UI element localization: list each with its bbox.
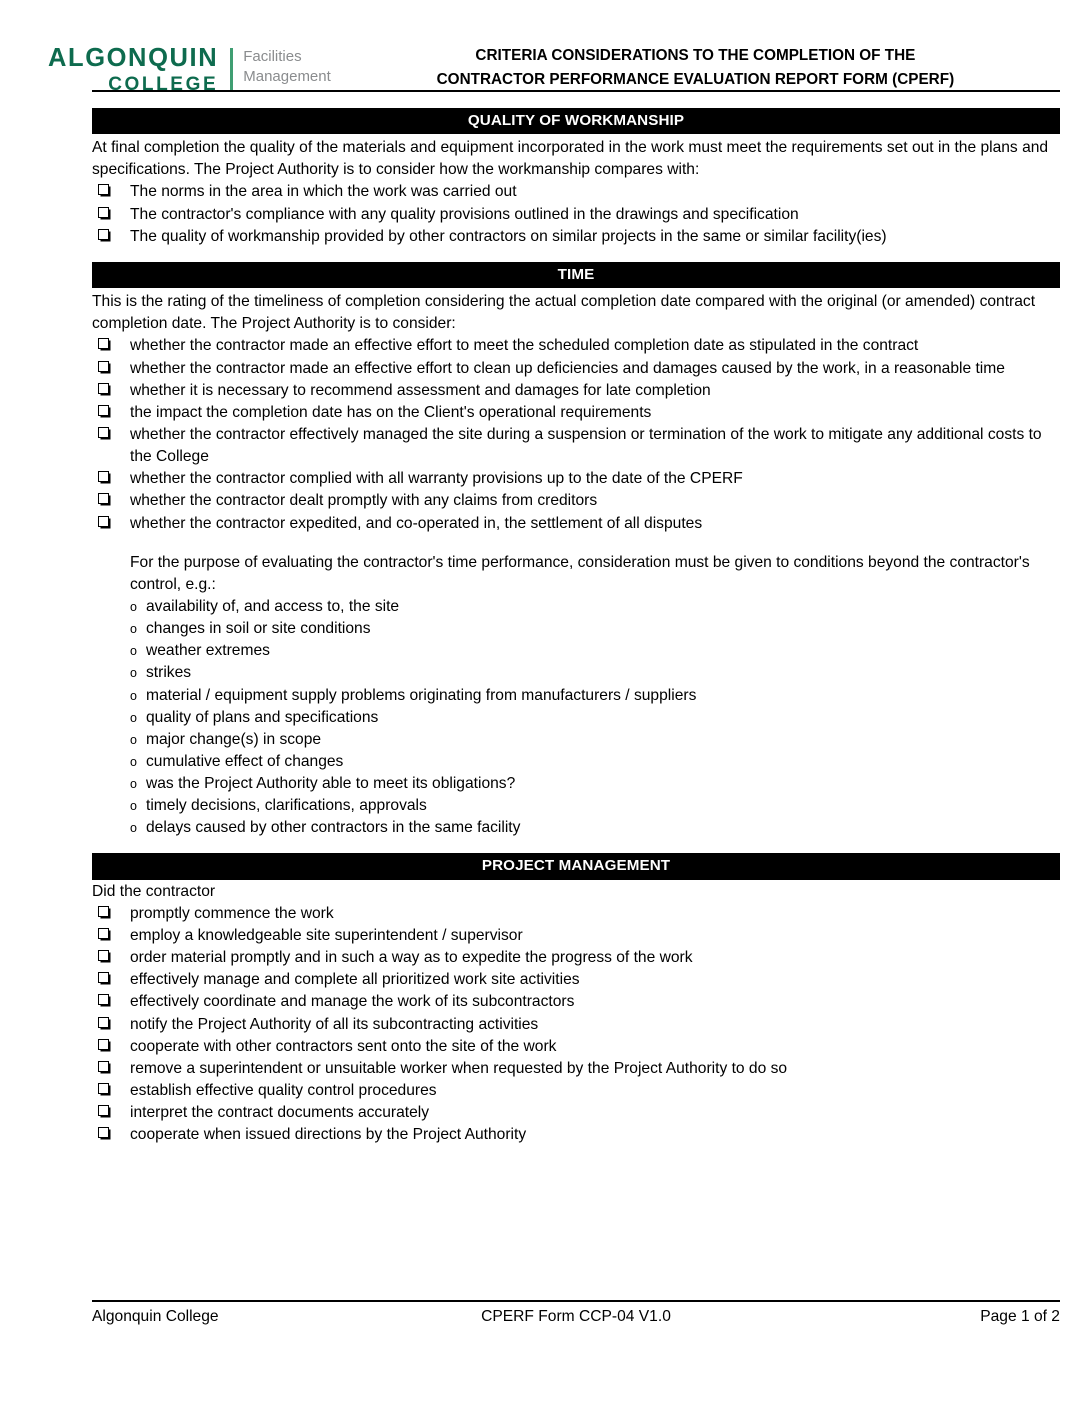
checklist-item-label: effectively coordinate and manage the work of its subcontractors xyxy=(130,993,575,1011)
list-item xyxy=(130,751,1060,773)
footer-form-id: CPERF Form CCP-04 V1.0 xyxy=(481,1308,671,1325)
checklist-item-label: The contractor's compliance with any quality provisions outlined in the drawings and specification xyxy=(130,205,799,223)
circle-bullet-icon: o xyxy=(130,599,137,614)
section-intro-project-management: Did the contractor xyxy=(92,882,216,900)
checkbox-icon[interactable] xyxy=(98,338,109,349)
checklist-item[interactable] xyxy=(92,1080,1060,1102)
list-item-label: availability of, and access to, the site xyxy=(146,597,400,615)
checkbox-icon[interactable] xyxy=(98,471,109,482)
checkbox-icon[interactable] xyxy=(98,1083,109,1094)
checklist-item[interactable] xyxy=(92,424,1060,468)
list-item-label: was the Project Authority able to meet its obligations? xyxy=(146,775,516,793)
checklist-item[interactable] xyxy=(92,380,1060,402)
checklist-item[interactable] xyxy=(92,903,1060,925)
list-item-label: timely decisions, clarifications, approvals xyxy=(146,797,427,815)
circle-bullet-icon: o xyxy=(130,622,137,637)
checklist-item[interactable] xyxy=(92,969,1060,991)
footer-page-number: Page 1 of 2 xyxy=(980,1308,1060,1325)
checklist-quality-of-workmanship xyxy=(92,181,1060,247)
list-item-label: quality of plans and specifications xyxy=(146,708,379,726)
checklist-item-label: order material promptly and in such a way as to expedite the progress of the work xyxy=(130,949,693,967)
algonquin-college-logo xyxy=(48,44,331,94)
checklist-item-label: the impact the completion date has on the Client's operational requirements xyxy=(130,403,652,421)
section-heading-time: TIME xyxy=(92,262,1060,288)
checkbox-icon[interactable] xyxy=(98,1127,109,1138)
circle-bullet-icon: o xyxy=(130,777,137,792)
document-body xyxy=(0,108,1088,1146)
page-footer xyxy=(92,1300,1060,1326)
circle-bullet-icon: o xyxy=(130,644,137,659)
logo-department-label xyxy=(243,46,331,87)
section-intro-quality-of-workmanship: At final completion the quality of the materials and equipment incorporated in the work must meet the requirements set out in the plans and specifications. The Project Authority is to consider how the workmanship compares with: xyxy=(92,139,1049,179)
checkbox-icon[interactable] xyxy=(98,493,109,504)
list-item xyxy=(130,795,1060,817)
checklist-item-label: remove a superintendent or unsuitable worker when requested by the Project Authority to do so xyxy=(130,1059,788,1077)
list-item xyxy=(130,773,1060,795)
checklist-item-label: cooperate when issued directions by the Project Authority xyxy=(130,1126,527,1144)
checklist-item[interactable] xyxy=(92,513,1060,535)
checklist-item[interactable] xyxy=(92,1124,1060,1146)
checklist-item[interactable] xyxy=(92,1036,1060,1058)
checkbox-icon[interactable] xyxy=(98,361,109,372)
checklist-item-label: whether the contractor made an effective effort to meet the scheduled completion date as stipulated in the contract xyxy=(130,337,919,355)
checkbox-icon[interactable] xyxy=(98,229,109,240)
list-item-label: cumulative effect of changes xyxy=(146,752,344,770)
checkbox-icon[interactable] xyxy=(98,972,109,983)
circle-bullet-icon: o xyxy=(130,754,137,769)
checklist-item-label: employ a knowledgeable site superintendent / supervisor xyxy=(130,926,523,944)
page-title xyxy=(331,44,1060,91)
checkbox-icon[interactable] xyxy=(98,928,109,939)
list-item-label: major change(s) in scope xyxy=(146,730,322,748)
checklist-item-label: cooperate with other contractors sent onto the site of the work xyxy=(130,1037,557,1055)
logo-college-text: COLLEGE xyxy=(108,73,219,95)
checklist-item[interactable] xyxy=(92,226,1060,248)
checkbox-icon[interactable] xyxy=(98,405,109,416)
list-item xyxy=(130,618,1060,640)
logo-wordmark xyxy=(48,46,218,94)
time-considerations-block xyxy=(130,552,1060,840)
circle-bullet-icon: o xyxy=(130,710,137,725)
checklist-item-label: interpret the contract documents accurately xyxy=(130,1104,430,1122)
checklist-item-label: whether the contractor expedited, and co-operated in, the settlement of all disputes xyxy=(130,514,703,532)
list-item-label: changes in soil or site conditions xyxy=(146,620,371,638)
checkbox-icon[interactable] xyxy=(98,1105,109,1116)
logo-divider-bar xyxy=(230,48,233,90)
checklist-item[interactable] xyxy=(92,947,1060,969)
checklist-item[interactable] xyxy=(92,402,1060,424)
checklist-item[interactable] xyxy=(92,1058,1060,1080)
checklist-item[interactable] xyxy=(92,204,1060,226)
checklist-item[interactable] xyxy=(92,358,1060,380)
list-item xyxy=(130,662,1060,684)
list-item xyxy=(130,817,1060,839)
time-considerations-list xyxy=(130,596,1060,840)
checklist-item[interactable] xyxy=(92,490,1060,512)
list-item xyxy=(130,596,1060,618)
checklist-item-label: The norms in the area in which the work was carried out xyxy=(130,183,517,201)
checklist-item-label: notify the Project Authority of all its subcontracting activities xyxy=(130,1015,539,1033)
checkbox-icon[interactable] xyxy=(98,516,109,527)
checklist-time xyxy=(92,335,1060,534)
checkbox-icon[interactable] xyxy=(98,427,109,438)
list-item-label: weather extremes xyxy=(146,642,270,660)
checklist-item[interactable] xyxy=(92,991,1060,1013)
footer-row xyxy=(92,1308,1060,1326)
checklist-item[interactable] xyxy=(92,1014,1060,1036)
circle-bullet-icon: o xyxy=(130,688,137,703)
circle-bullet-icon: o xyxy=(130,799,137,814)
list-item-label: delays caused by other contractors in the same facility xyxy=(146,819,521,837)
circle-bullet-icon: o xyxy=(130,821,137,836)
checkbox-icon[interactable] xyxy=(98,950,109,961)
checklist-item-label: whether the contractor complied with all warranty provisions up to the date of the CPERF xyxy=(130,470,743,488)
checkbox-icon[interactable] xyxy=(98,1061,109,1072)
checkbox-icon[interactable] xyxy=(98,906,109,917)
checklist-item-label: whether it is necessary to recommend assessment and damages for late completion xyxy=(130,381,711,399)
checkbox-icon[interactable] xyxy=(98,994,109,1005)
checklist-item[interactable] xyxy=(92,1102,1060,1124)
page-title-line-1: CRITERIA CONSIDERATIONS TO THE COMPLETION OF THE xyxy=(475,47,916,64)
checklist-item-label: The quality of workmanship provided by other contractors on similar projects in the same or similar facility(ies) xyxy=(130,227,887,245)
section-heading-project-management: PROJECT MANAGEMENT xyxy=(92,853,1060,879)
checkbox-icon[interactable] xyxy=(98,1017,109,1028)
logo-management-text: Management xyxy=(243,67,331,85)
page-title-line-2: CONTRACTOR PERFORMANCE EVALUATION REPORT FORM (CPERF) xyxy=(436,70,955,88)
checklist-item-label: whether the contractor made an effective effort to clean up deficiencies and damages caused by the work, in a reasonable time xyxy=(130,359,1005,377)
checklist-item[interactable] xyxy=(92,925,1060,947)
list-item xyxy=(130,707,1060,729)
list-item xyxy=(130,640,1060,662)
checkbox-icon[interactable] xyxy=(98,383,109,394)
checkbox-icon[interactable] xyxy=(98,207,109,218)
list-item-label: material / equipment supply problems originating from manufacturers / suppliers xyxy=(146,686,697,704)
list-item-label: strikes xyxy=(146,664,192,682)
time-considerations-note: For the purpose of evaluating the contractor's time performance, consideration must be given to conditions beyond the contractor's control, e.g.: xyxy=(130,553,1030,593)
footer-organization: Algonquin College xyxy=(92,1308,219,1325)
checklist-item-label: whether the contractor effectively managed the site during a suspension or termination of the work to mitigate any additional costs to the College xyxy=(130,425,1042,466)
page-header xyxy=(0,0,1088,95)
checklist-item[interactable] xyxy=(92,181,1060,203)
checklist-item-label: effectively manage and complete all prioritized work site activities xyxy=(130,971,580,989)
section-heading-quality-of-workmanship: QUALITY OF WORKMANSHIP xyxy=(92,108,1060,134)
circle-bullet-icon: o xyxy=(130,666,137,681)
footer-divider xyxy=(92,1300,1060,1302)
checklist-item-label: whether the contractor dealt promptly with any claims from creditors xyxy=(130,492,598,510)
checklist-item[interactable] xyxy=(92,335,1060,357)
logo-algonquin-text: ALGONQUIN xyxy=(48,44,219,72)
circle-bullet-icon: o xyxy=(130,732,137,747)
checklist-item-label: establish effective quality control procedures xyxy=(130,1081,437,1099)
logo-facilities-text: Facilities xyxy=(243,48,302,65)
section-intro-time: This is the rating of the timeliness of completion considering the actual completion date compared with the original (or amended) contract completion date. The Project Authority is to consider: xyxy=(92,293,1036,333)
list-item xyxy=(130,729,1060,751)
checkbox-icon[interactable] xyxy=(98,1039,109,1050)
list-item xyxy=(130,685,1060,707)
checklist-project-management xyxy=(92,903,1060,1147)
checkbox-icon[interactable] xyxy=(98,184,109,195)
checklist-item-label: promptly commence the work xyxy=(130,904,334,922)
checklist-item[interactable] xyxy=(92,468,1060,490)
